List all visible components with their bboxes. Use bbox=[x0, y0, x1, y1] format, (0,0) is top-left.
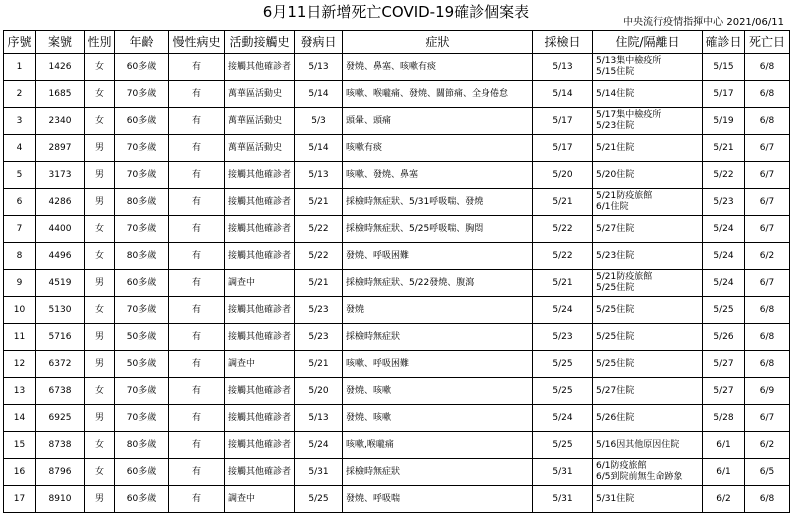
cell-hospitalization bbox=[593, 243, 703, 270]
cell-death-date: 6/8 bbox=[745, 54, 790, 81]
cell-sex: 男 bbox=[85, 162, 115, 189]
table-row bbox=[4, 459, 790, 486]
cell-sex: 女 bbox=[85, 432, 115, 459]
cell-onset-date: 5/23 bbox=[295, 297, 343, 324]
column-header-death: 死亡日 bbox=[745, 31, 790, 54]
cell-death-date: 6/8 bbox=[745, 486, 790, 513]
cell-chronic-disease: 有 bbox=[169, 216, 225, 243]
cell-death-date: 6/7 bbox=[745, 216, 790, 243]
cell-hospitalization bbox=[593, 459, 703, 486]
cell-case-number: 8796 bbox=[36, 459, 85, 486]
cell-confirmed-date: 6/1 bbox=[703, 459, 745, 486]
cell-death-date: 6/7 bbox=[745, 189, 790, 216]
cell-confirmed-date: 6/1 bbox=[703, 432, 745, 459]
table-row bbox=[4, 135, 790, 162]
hospitalization-line: 5/14住院 bbox=[596, 88, 635, 99]
death-cases-table bbox=[3, 30, 790, 513]
column-header-sex: 性別 bbox=[85, 31, 115, 54]
cell-hospitalization bbox=[593, 54, 703, 81]
table-row bbox=[4, 189, 790, 216]
cell-no: 3 bbox=[4, 108, 36, 135]
cell-chronic-disease: 有 bbox=[169, 432, 225, 459]
cell-death-date: 6/8 bbox=[745, 81, 790, 108]
cell-onset-date: 5/20 bbox=[295, 378, 343, 405]
cell-death-date: 6/5 bbox=[745, 459, 790, 486]
cell-onset-date: 5/3 bbox=[295, 108, 343, 135]
cell-sex: 女 bbox=[85, 243, 115, 270]
source-date-label: 中央流行疫情指揮中心 2021/06/11 bbox=[623, 17, 784, 28]
cell-onset-date: 5/25 bbox=[295, 486, 343, 513]
column-header-confirm: 確診日 bbox=[703, 31, 745, 54]
cell-sex: 女 bbox=[85, 81, 115, 108]
cell-contact-history: 萬華區活動史 bbox=[225, 135, 295, 162]
cell-sampling-date: 5/24 bbox=[533, 405, 593, 432]
cell-sex: 男 bbox=[85, 351, 115, 378]
cell-onset-date: 5/23 bbox=[295, 324, 343, 351]
cell-confirmed-date: 5/25 bbox=[703, 297, 745, 324]
cell-hospitalization bbox=[593, 270, 703, 297]
cell-chronic-disease: 有 bbox=[169, 405, 225, 432]
cell-contact-history: 接觸其他確診者 bbox=[225, 405, 295, 432]
cell-hospitalization bbox=[593, 378, 703, 405]
hospitalization-line: 6/1防疫旅館 bbox=[596, 461, 647, 471]
cell-no: 13 bbox=[4, 378, 36, 405]
cell-symptoms: 採檢時無症狀 bbox=[343, 324, 533, 351]
cell-contact-history: 接觸其他確診者 bbox=[225, 216, 295, 243]
cell-no: 11 bbox=[4, 324, 36, 351]
cell-case-number: 3173 bbox=[36, 162, 85, 189]
cell-sex: 男 bbox=[85, 189, 115, 216]
cell-no: 15 bbox=[4, 432, 36, 459]
hospitalization-line: 5/21住院 bbox=[596, 142, 635, 153]
cell-confirmed-date: 5/21 bbox=[703, 135, 745, 162]
cell-contact-history: 接觸其他確診者 bbox=[225, 297, 295, 324]
cell-case-number: 4400 bbox=[36, 216, 85, 243]
cell-age: 80多歲 bbox=[115, 243, 169, 270]
cell-sex: 男 bbox=[85, 486, 115, 513]
table-row bbox=[4, 486, 790, 513]
cell-sex: 女 bbox=[85, 297, 115, 324]
table-body bbox=[4, 54, 790, 513]
cell-symptoms: 咳嗽、呼吸困難 bbox=[343, 351, 533, 378]
cell-sampling-date: 5/20 bbox=[533, 162, 593, 189]
cell-death-date: 6/2 bbox=[745, 243, 790, 270]
cell-contact-history: 調查中 bbox=[225, 270, 295, 297]
cell-contact-history: 接觸其他確診者 bbox=[225, 459, 295, 486]
cell-age: 60多歲 bbox=[115, 54, 169, 81]
cell-age: 60多歲 bbox=[115, 486, 169, 513]
table-row bbox=[4, 108, 790, 135]
cell-contact-history: 接觸其他確診者 bbox=[225, 378, 295, 405]
cell-chronic-disease: 有 bbox=[169, 459, 225, 486]
cell-contact-history: 接觸其他確診者 bbox=[225, 243, 295, 270]
cell-confirmed-date: 5/27 bbox=[703, 378, 745, 405]
cell-hospitalization bbox=[593, 324, 703, 351]
column-header-age: 年齡 bbox=[115, 31, 169, 54]
cell-age: 50多歲 bbox=[115, 324, 169, 351]
table-row bbox=[4, 216, 790, 243]
cell-case-number: 8738 bbox=[36, 432, 85, 459]
cell-symptoms: 發燒、呼吸困難 bbox=[343, 243, 533, 270]
cell-confirmed-date: 5/24 bbox=[703, 243, 745, 270]
column-header-hospitalization: 住院/隔離日 bbox=[593, 31, 703, 54]
cell-sex: 女 bbox=[85, 378, 115, 405]
cell-age: 70多歲 bbox=[115, 405, 169, 432]
cell-confirmed-date: 5/28 bbox=[703, 405, 745, 432]
cell-sampling-date: 5/24 bbox=[533, 297, 593, 324]
cell-case-number: 1426 bbox=[36, 54, 85, 81]
cell-symptoms: 採檢時無症狀、5/25呼吸喘、胸悶 bbox=[343, 216, 533, 243]
cell-chronic-disease: 有 bbox=[169, 54, 225, 81]
cell-death-date: 6/8 bbox=[745, 351, 790, 378]
cell-onset-date: 5/13 bbox=[295, 405, 343, 432]
cell-sampling-date: 5/22 bbox=[533, 243, 593, 270]
cell-sampling-date: 5/25 bbox=[533, 351, 593, 378]
cell-chronic-disease: 有 bbox=[169, 270, 225, 297]
cell-sex: 女 bbox=[85, 54, 115, 81]
cell-no: 7 bbox=[4, 216, 36, 243]
cell-contact-history: 調查中 bbox=[225, 486, 295, 513]
cell-age: 70多歲 bbox=[115, 297, 169, 324]
cell-hospitalization bbox=[593, 162, 703, 189]
cell-confirmed-date: 5/15 bbox=[703, 54, 745, 81]
cell-case-number: 8910 bbox=[36, 486, 85, 513]
cell-confirmed-date: 5/26 bbox=[703, 324, 745, 351]
cell-sex: 女 bbox=[85, 216, 115, 243]
cell-symptoms: 採檢時無症狀、5/31呼吸喘、發燒 bbox=[343, 189, 533, 216]
cell-no: 9 bbox=[4, 270, 36, 297]
cell-age: 70多歲 bbox=[115, 162, 169, 189]
cell-death-date: 6/7 bbox=[745, 135, 790, 162]
column-header-symptoms: 症狀 bbox=[343, 31, 533, 54]
cell-death-date: 6/8 bbox=[745, 108, 790, 135]
cell-hospitalization bbox=[593, 108, 703, 135]
cell-case-number: 1685 bbox=[36, 81, 85, 108]
cell-chronic-disease: 有 bbox=[169, 486, 225, 513]
hospitalization-line: 5/26住院 bbox=[596, 412, 635, 423]
cell-case-number: 4519 bbox=[36, 270, 85, 297]
cell-symptoms: 發燒、咳嗽 bbox=[343, 378, 533, 405]
cell-hospitalization bbox=[593, 351, 703, 378]
cell-age: 80多歲 bbox=[115, 432, 169, 459]
cell-case-number: 5716 bbox=[36, 324, 85, 351]
cell-onset-date: 5/22 bbox=[295, 216, 343, 243]
cell-no: 1 bbox=[4, 54, 36, 81]
cell-case-number: 4496 bbox=[36, 243, 85, 270]
cell-no: 6 bbox=[4, 189, 36, 216]
cell-no: 14 bbox=[4, 405, 36, 432]
cell-death-date: 6/7 bbox=[745, 162, 790, 189]
table-row bbox=[4, 270, 790, 297]
cell-onset-date: 5/31 bbox=[295, 459, 343, 486]
cell-symptoms: 發燒 bbox=[343, 297, 533, 324]
table-row bbox=[4, 243, 790, 270]
cell-case-number: 6738 bbox=[36, 378, 85, 405]
cell-age: 60多歲 bbox=[115, 270, 169, 297]
cell-sampling-date: 5/31 bbox=[533, 459, 593, 486]
cell-case-number: 6925 bbox=[36, 405, 85, 432]
cell-no: 4 bbox=[4, 135, 36, 162]
cell-chronic-disease: 有 bbox=[169, 243, 225, 270]
cell-onset-date: 5/21 bbox=[295, 351, 343, 378]
cell-onset-date: 5/13 bbox=[295, 162, 343, 189]
cell-age: 70多歲 bbox=[115, 378, 169, 405]
hospitalization-line: 5/25住院 bbox=[596, 304, 635, 315]
column-header-no: 序號 bbox=[4, 31, 36, 54]
cell-onset-date: 5/13 bbox=[295, 54, 343, 81]
cell-chronic-disease: 有 bbox=[169, 108, 225, 135]
cell-age: 60多歲 bbox=[115, 459, 169, 486]
hospitalization-line: 5/13集中檢疫所 bbox=[596, 56, 662, 66]
cell-contact-history: 萬華區活動史 bbox=[225, 81, 295, 108]
cell-chronic-disease: 有 bbox=[169, 189, 225, 216]
cell-age: 80多歲 bbox=[115, 189, 169, 216]
page-title: 6月11日新增死亡COVID-19確診個案表 bbox=[262, 3, 530, 21]
cell-no: 5 bbox=[4, 162, 36, 189]
cell-case-number: 2897 bbox=[36, 135, 85, 162]
cell-contact-history: 調查中 bbox=[225, 351, 295, 378]
hospitalization-line: 5/27住院 bbox=[596, 223, 635, 234]
cell-confirmed-date: 5/17 bbox=[703, 81, 745, 108]
cell-onset-date: 5/21 bbox=[295, 189, 343, 216]
cell-death-date: 6/8 bbox=[745, 297, 790, 324]
column-header-sample: 採檢日 bbox=[533, 31, 593, 54]
cell-case-number: 5130 bbox=[36, 297, 85, 324]
table-row bbox=[4, 405, 790, 432]
hospitalization-line: 5/31住院 bbox=[596, 493, 635, 504]
hospitalization-line: 5/21防疫旅館 bbox=[596, 191, 653, 201]
cell-symptoms: 採檢時無症狀 bbox=[343, 459, 533, 486]
cell-sex: 男 bbox=[85, 135, 115, 162]
cell-sex: 男 bbox=[85, 270, 115, 297]
cell-death-date: 6/9 bbox=[745, 378, 790, 405]
table-row bbox=[4, 81, 790, 108]
cell-death-date: 6/2 bbox=[745, 432, 790, 459]
column-header-chronic: 慢性病史 bbox=[169, 31, 225, 54]
cell-no: 8 bbox=[4, 243, 36, 270]
cell-age: 70多歲 bbox=[115, 216, 169, 243]
cell-no: 17 bbox=[4, 486, 36, 513]
cell-sampling-date: 5/22 bbox=[533, 216, 593, 243]
cell-age: 60多歲 bbox=[115, 108, 169, 135]
cell-contact-history: 萬華區活動史 bbox=[225, 108, 295, 135]
hospitalization-line: 5/23住院 bbox=[596, 250, 635, 261]
hospitalization-line: 6/1住院 bbox=[596, 202, 629, 212]
cell-contact-history: 接觸其他確診者 bbox=[225, 162, 295, 189]
cell-symptoms: 採檢時無症狀、5/22發燒、腹瀉 bbox=[343, 270, 533, 297]
cell-confirmed-date: 5/24 bbox=[703, 270, 745, 297]
cell-case-number: 2340 bbox=[36, 108, 85, 135]
cell-onset-date: 5/14 bbox=[295, 135, 343, 162]
cell-sampling-date: 5/14 bbox=[533, 81, 593, 108]
cell-contact-history: 接觸其他確診者 bbox=[225, 324, 295, 351]
table-row bbox=[4, 378, 790, 405]
cell-symptoms: 發燒、呼吸喘 bbox=[343, 486, 533, 513]
hospitalization-line: 5/16因其他原因住院 bbox=[596, 439, 680, 450]
hospitalization-line: 5/25住院 bbox=[596, 358, 635, 369]
cell-sampling-date: 5/17 bbox=[533, 135, 593, 162]
cell-sampling-date: 5/21 bbox=[533, 270, 593, 297]
table-row bbox=[4, 351, 790, 378]
cell-chronic-disease: 有 bbox=[169, 81, 225, 108]
cell-symptoms: 咳嗽有痰 bbox=[343, 135, 533, 162]
cell-sex: 女 bbox=[85, 108, 115, 135]
cell-death-date: 6/7 bbox=[745, 405, 790, 432]
cell-confirmed-date: 5/27 bbox=[703, 351, 745, 378]
cell-hospitalization bbox=[593, 81, 703, 108]
hospitalization-line: 5/25住院 bbox=[596, 331, 635, 342]
cell-sampling-date: 5/25 bbox=[533, 432, 593, 459]
cell-symptoms: 咳嗽,喉嚨痛 bbox=[343, 432, 533, 459]
cell-onset-date: 5/22 bbox=[295, 243, 343, 270]
cell-confirmed-date: 5/24 bbox=[703, 216, 745, 243]
cell-hospitalization bbox=[593, 405, 703, 432]
cell-symptoms: 發燒、咳嗽 bbox=[343, 405, 533, 432]
cell-symptoms: 咳嗽、發燒、鼻塞 bbox=[343, 162, 533, 189]
cell-age: 70多歲 bbox=[115, 135, 169, 162]
cell-sampling-date: 5/17 bbox=[533, 108, 593, 135]
hospitalization-line: 5/21防疫旅館 bbox=[596, 272, 653, 282]
cell-sampling-date: 5/21 bbox=[533, 189, 593, 216]
hospitalization-line: 5/25住院 bbox=[596, 283, 635, 293]
cell-age: 70多歲 bbox=[115, 81, 169, 108]
hospitalization-line: 6/5到院前無生命跡象 bbox=[596, 472, 683, 482]
cell-no: 2 bbox=[4, 81, 36, 108]
table-row bbox=[4, 324, 790, 351]
cell-hospitalization bbox=[593, 189, 703, 216]
cell-hospitalization bbox=[593, 486, 703, 513]
table-row bbox=[4, 162, 790, 189]
table-row bbox=[4, 432, 790, 459]
hospitalization-line: 5/20住院 bbox=[596, 169, 635, 180]
cell-sex: 女 bbox=[85, 459, 115, 486]
cell-case-number: 4286 bbox=[36, 189, 85, 216]
cell-chronic-disease: 有 bbox=[169, 135, 225, 162]
cell-contact-history: 接觸其他確診者 bbox=[225, 54, 295, 81]
cell-onset-date: 5/24 bbox=[295, 432, 343, 459]
cell-sampling-date: 5/25 bbox=[533, 378, 593, 405]
column-header-onset: 發病日 bbox=[295, 31, 343, 54]
hospitalization-line: 5/17集中檢疫所 bbox=[596, 110, 662, 120]
cell-symptoms: 發燒、鼻塞、咳嗽有痰 bbox=[343, 54, 533, 81]
cell-hospitalization bbox=[593, 216, 703, 243]
cell-age: 50多歲 bbox=[115, 351, 169, 378]
cell-sampling-date: 5/23 bbox=[533, 324, 593, 351]
table-row bbox=[4, 297, 790, 324]
header-row bbox=[4, 31, 790, 54]
cell-chronic-disease: 有 bbox=[169, 297, 225, 324]
cell-contact-history: 接觸其他確診者 bbox=[225, 189, 295, 216]
cell-hospitalization bbox=[593, 135, 703, 162]
cell-chronic-disease: 有 bbox=[169, 351, 225, 378]
cell-confirmed-date: 6/2 bbox=[703, 486, 745, 513]
column-header-contact: 活動接觸史 bbox=[225, 31, 295, 54]
cell-chronic-disease: 有 bbox=[169, 324, 225, 351]
cell-hospitalization bbox=[593, 297, 703, 324]
hospitalization-line: 5/15住院 bbox=[596, 67, 635, 77]
cell-no: 10 bbox=[4, 297, 36, 324]
cell-chronic-disease: 有 bbox=[169, 162, 225, 189]
cell-chronic-disease: 有 bbox=[169, 378, 225, 405]
cell-sampling-date: 5/13 bbox=[533, 54, 593, 81]
cell-onset-date: 5/14 bbox=[295, 81, 343, 108]
cell-symptoms: 頭暈、頭痛 bbox=[343, 108, 533, 135]
cell-no: 12 bbox=[4, 351, 36, 378]
cell-death-date: 6/7 bbox=[745, 270, 790, 297]
cell-confirmed-date: 5/19 bbox=[703, 108, 745, 135]
cell-confirmed-date: 5/23 bbox=[703, 189, 745, 216]
cell-confirmed-date: 5/22 bbox=[703, 162, 745, 189]
cell-sex: 男 bbox=[85, 405, 115, 432]
table-row bbox=[4, 54, 790, 81]
hospitalization-line: 5/23住院 bbox=[596, 121, 635, 131]
cell-onset-date: 5/21 bbox=[295, 270, 343, 297]
cell-death-date: 6/8 bbox=[745, 324, 790, 351]
cell-no: 16 bbox=[4, 459, 36, 486]
cell-case-number: 6372 bbox=[36, 351, 85, 378]
column-header-case: 案號 bbox=[36, 31, 85, 54]
cell-sampling-date: 5/31 bbox=[533, 486, 593, 513]
cell-sex: 男 bbox=[85, 324, 115, 351]
cell-symptoms: 咳嗽、喉嚨痛、發燒、關節痛、全身倦怠 bbox=[343, 81, 533, 108]
cell-contact-history: 接觸其他確診者 bbox=[225, 432, 295, 459]
cell-hospitalization bbox=[593, 432, 703, 459]
hospitalization-line: 5/27住院 bbox=[596, 385, 635, 396]
